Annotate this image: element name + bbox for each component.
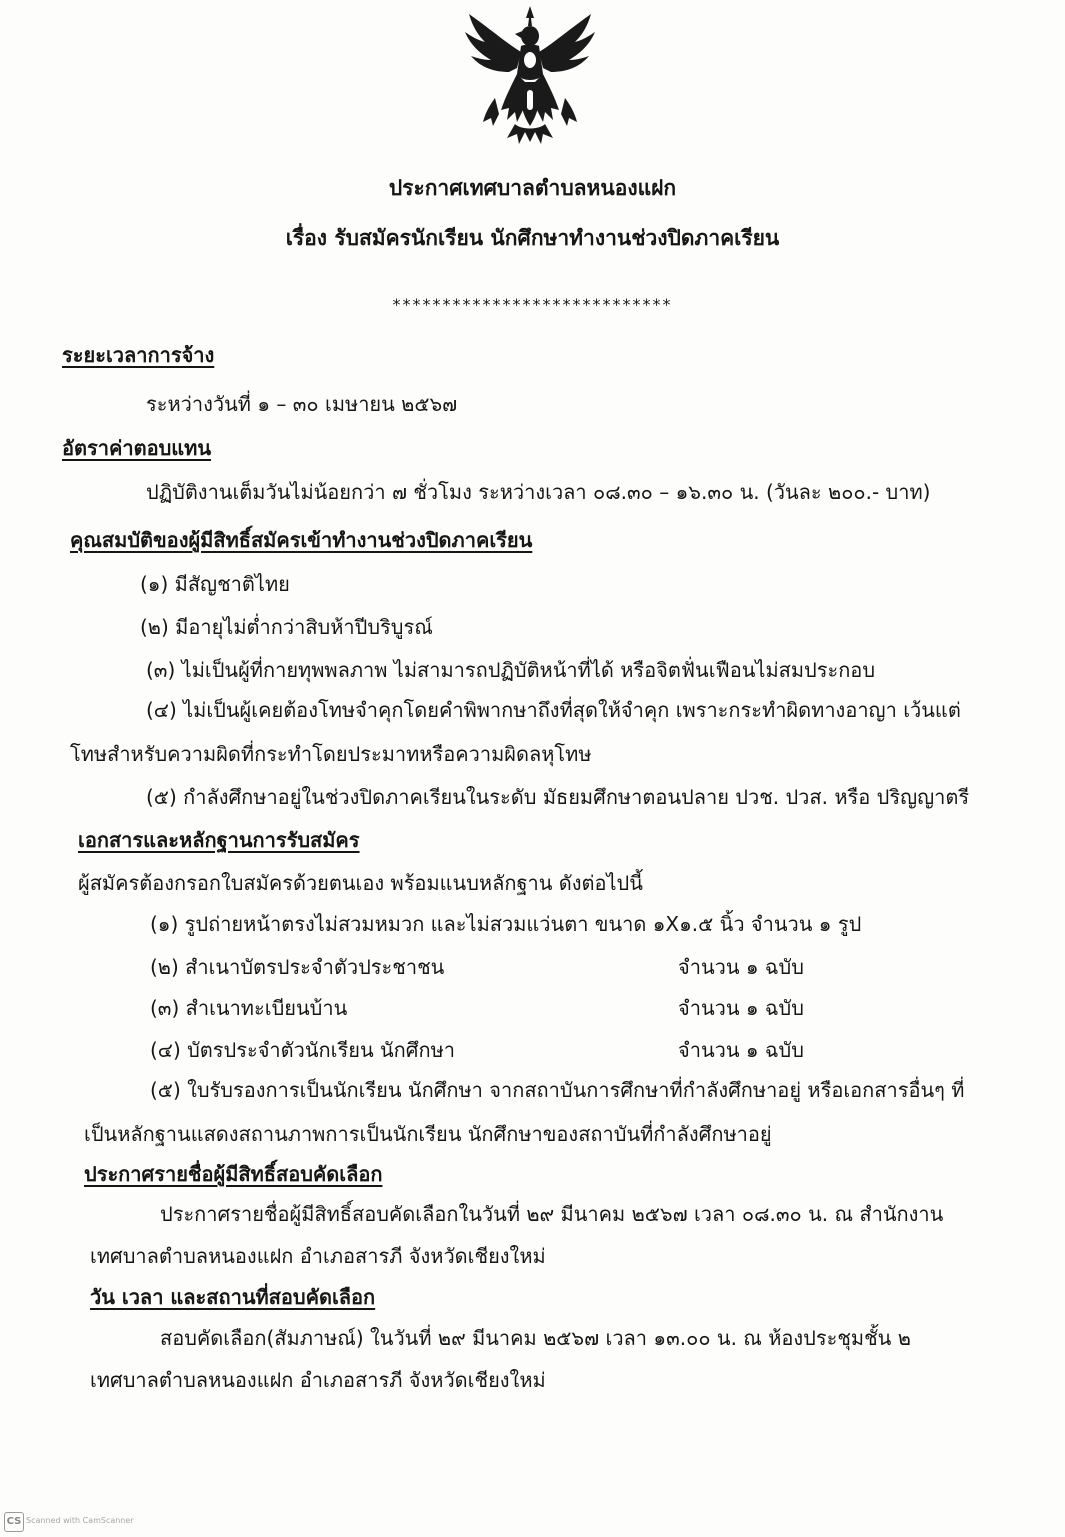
document-item: (๔) บัตรประจำตัวนักเรียน นักศึกษา bbox=[150, 1038, 455, 1062]
employment-period-text: ระหว่างวันที่ ๑ – ๓๐ เมษายน ๒๕๖๗ bbox=[146, 392, 458, 416]
announcement-title: ประกาศเทศบาลตำบลหนองแฝก bbox=[388, 176, 677, 200]
qualification-item: (๕) กำลังศึกษาอยู่ในช่วงปิดภาคเรียนในระดับ มัธยมศึกษาตอนปลาย ปวช. ปวส. หรือ ปริญญาตรี bbox=[146, 785, 970, 809]
document-item-count: จำนวน ๑ ฉบับ bbox=[678, 996, 804, 1020]
compensation-text: ปฏิบัติงานเต็มวันไม่น้อยกว่า ๗ ชั่วโมง ระหว่างเวลา ๐๘.๓๐ – ๑๖.๓๐ น. (วันละ ๒๐๐.- บาท) bbox=[146, 480, 931, 504]
exam-text: สอบคัดเลือก(สัมภาษณ์) ในวันที่ ๒๙ มีนาคม ๒๕๖๗ เวลา ๑๓.๐๐ น. ณ ห้องประชุมชั้น ๒ bbox=[160, 1326, 911, 1350]
camscanner-watermark: Scanned with CamScanner bbox=[26, 1516, 134, 1525]
qualification-item: (๔) ไม่เป็นผู้เคยต้องโทษจำคุกโดยคำพิพากษาถึงที่สุดให้จำคุก เพราะกระทำผิดทางอาญา เว้นแต่ bbox=[146, 698, 961, 722]
qualification-item: (๓) ไม่เป็นผู้ที่กายทุพพลภาพ ไม่สามารถปฏิบัติหน้าที่ได้ หรือจิตฟั่นเฟือนไม่สมประกอบ bbox=[146, 658, 876, 682]
document-item: (๓) สำเนาทะเบียนบ้าน bbox=[150, 996, 348, 1020]
garuda-emblem-icon bbox=[455, 2, 605, 152]
exam-text-continued: เทศบาลตำบลหนองแฝก อำเภอสารภี จังหวัดเชียงใหม่ bbox=[90, 1368, 546, 1392]
documents-heading: เอกสารและหลักฐานการรับสมัคร bbox=[78, 828, 360, 852]
employment-period-heading: ระยะเวลาการจ้าง bbox=[62, 343, 215, 367]
candidates-list-heading: ประกาศรายชื่อผู้มีสิทธิ์สอบคัดเลือก bbox=[84, 1162, 383, 1186]
camscanner-logo-icon: CS bbox=[4, 1512, 24, 1532]
document-item-continued: เป็นหลักฐานแสดงสถานภาพการเป็นนักเรียน นักศึกษาของสถาบันที่กำลังศึกษาอยู่ bbox=[84, 1122, 772, 1146]
document-item-count: จำนวน ๑ ฉบับ bbox=[678, 955, 804, 979]
qualifications-heading: คุณสมบัติของผู้มีสิทธิ์สมัครเข้าทำงานช่วงปิดภาคเรียน bbox=[70, 528, 533, 552]
qualification-item: (๒) มีอายุไม่ต่ำกว่าสิบห้าปีบริบูรณ์ bbox=[140, 615, 433, 639]
announcement-subject: เรื่อง รับสมัครนักเรียน นักศึกษาทำงานช่วงปิดภาคเรียน bbox=[285, 226, 780, 250]
document-item: (๒) สำเนาบัตรประจำตัวประชาชน bbox=[150, 955, 445, 979]
separator-stars: **************************** bbox=[392, 295, 673, 314]
document-item: (๑) รูปถ่ายหน้าตรงไม่สวมหมวก และไม่สวมแว่นตา ขนาด ๑X๑.๕ นิ้ว จำนวน ๑ รูป bbox=[150, 912, 862, 936]
candidates-list-text-continued: เทศบาลตำบลหนองแฝก อำเภอสารภี จังหวัดเชียงใหม่ bbox=[90, 1244, 546, 1268]
documents-intro: ผู้สมัครต้องกรอกใบสมัครด้วยตนเอง พร้อมแนบหลักฐาน ดังต่อไปนี้ bbox=[78, 871, 643, 895]
qualification-item-continued: โทษสำหรับความผิดที่กระทำโดยประมาทหรือความผิดลหุโทษ bbox=[70, 742, 592, 766]
document-item-count: จำนวน ๑ ฉบับ bbox=[678, 1038, 804, 1062]
exam-heading: วัน เวลา และสถานที่สอบคัดเลือก bbox=[90, 1285, 376, 1309]
document-item: (๕) ใบรับรองการเป็นนักเรียน นักศึกษา จากสถาบันการศึกษาที่กำลังศึกษาอยู่ หรือเอกสารอื่นๆ ที่ bbox=[150, 1078, 965, 1102]
qualification-item: (๑) มีสัญชาติไทย bbox=[140, 572, 290, 596]
compensation-heading: อัตราค่าตอบแทน bbox=[62, 436, 212, 460]
candidates-list-text: ประกาศรายชื่อผู้มีสิทธิ์สอบคัดเลือกในวันที่ ๒๙ มีนาคม ๒๕๖๗ เวลา ๐๘.๓๐ น. ณ สำนักงาน bbox=[160, 1202, 944, 1226]
